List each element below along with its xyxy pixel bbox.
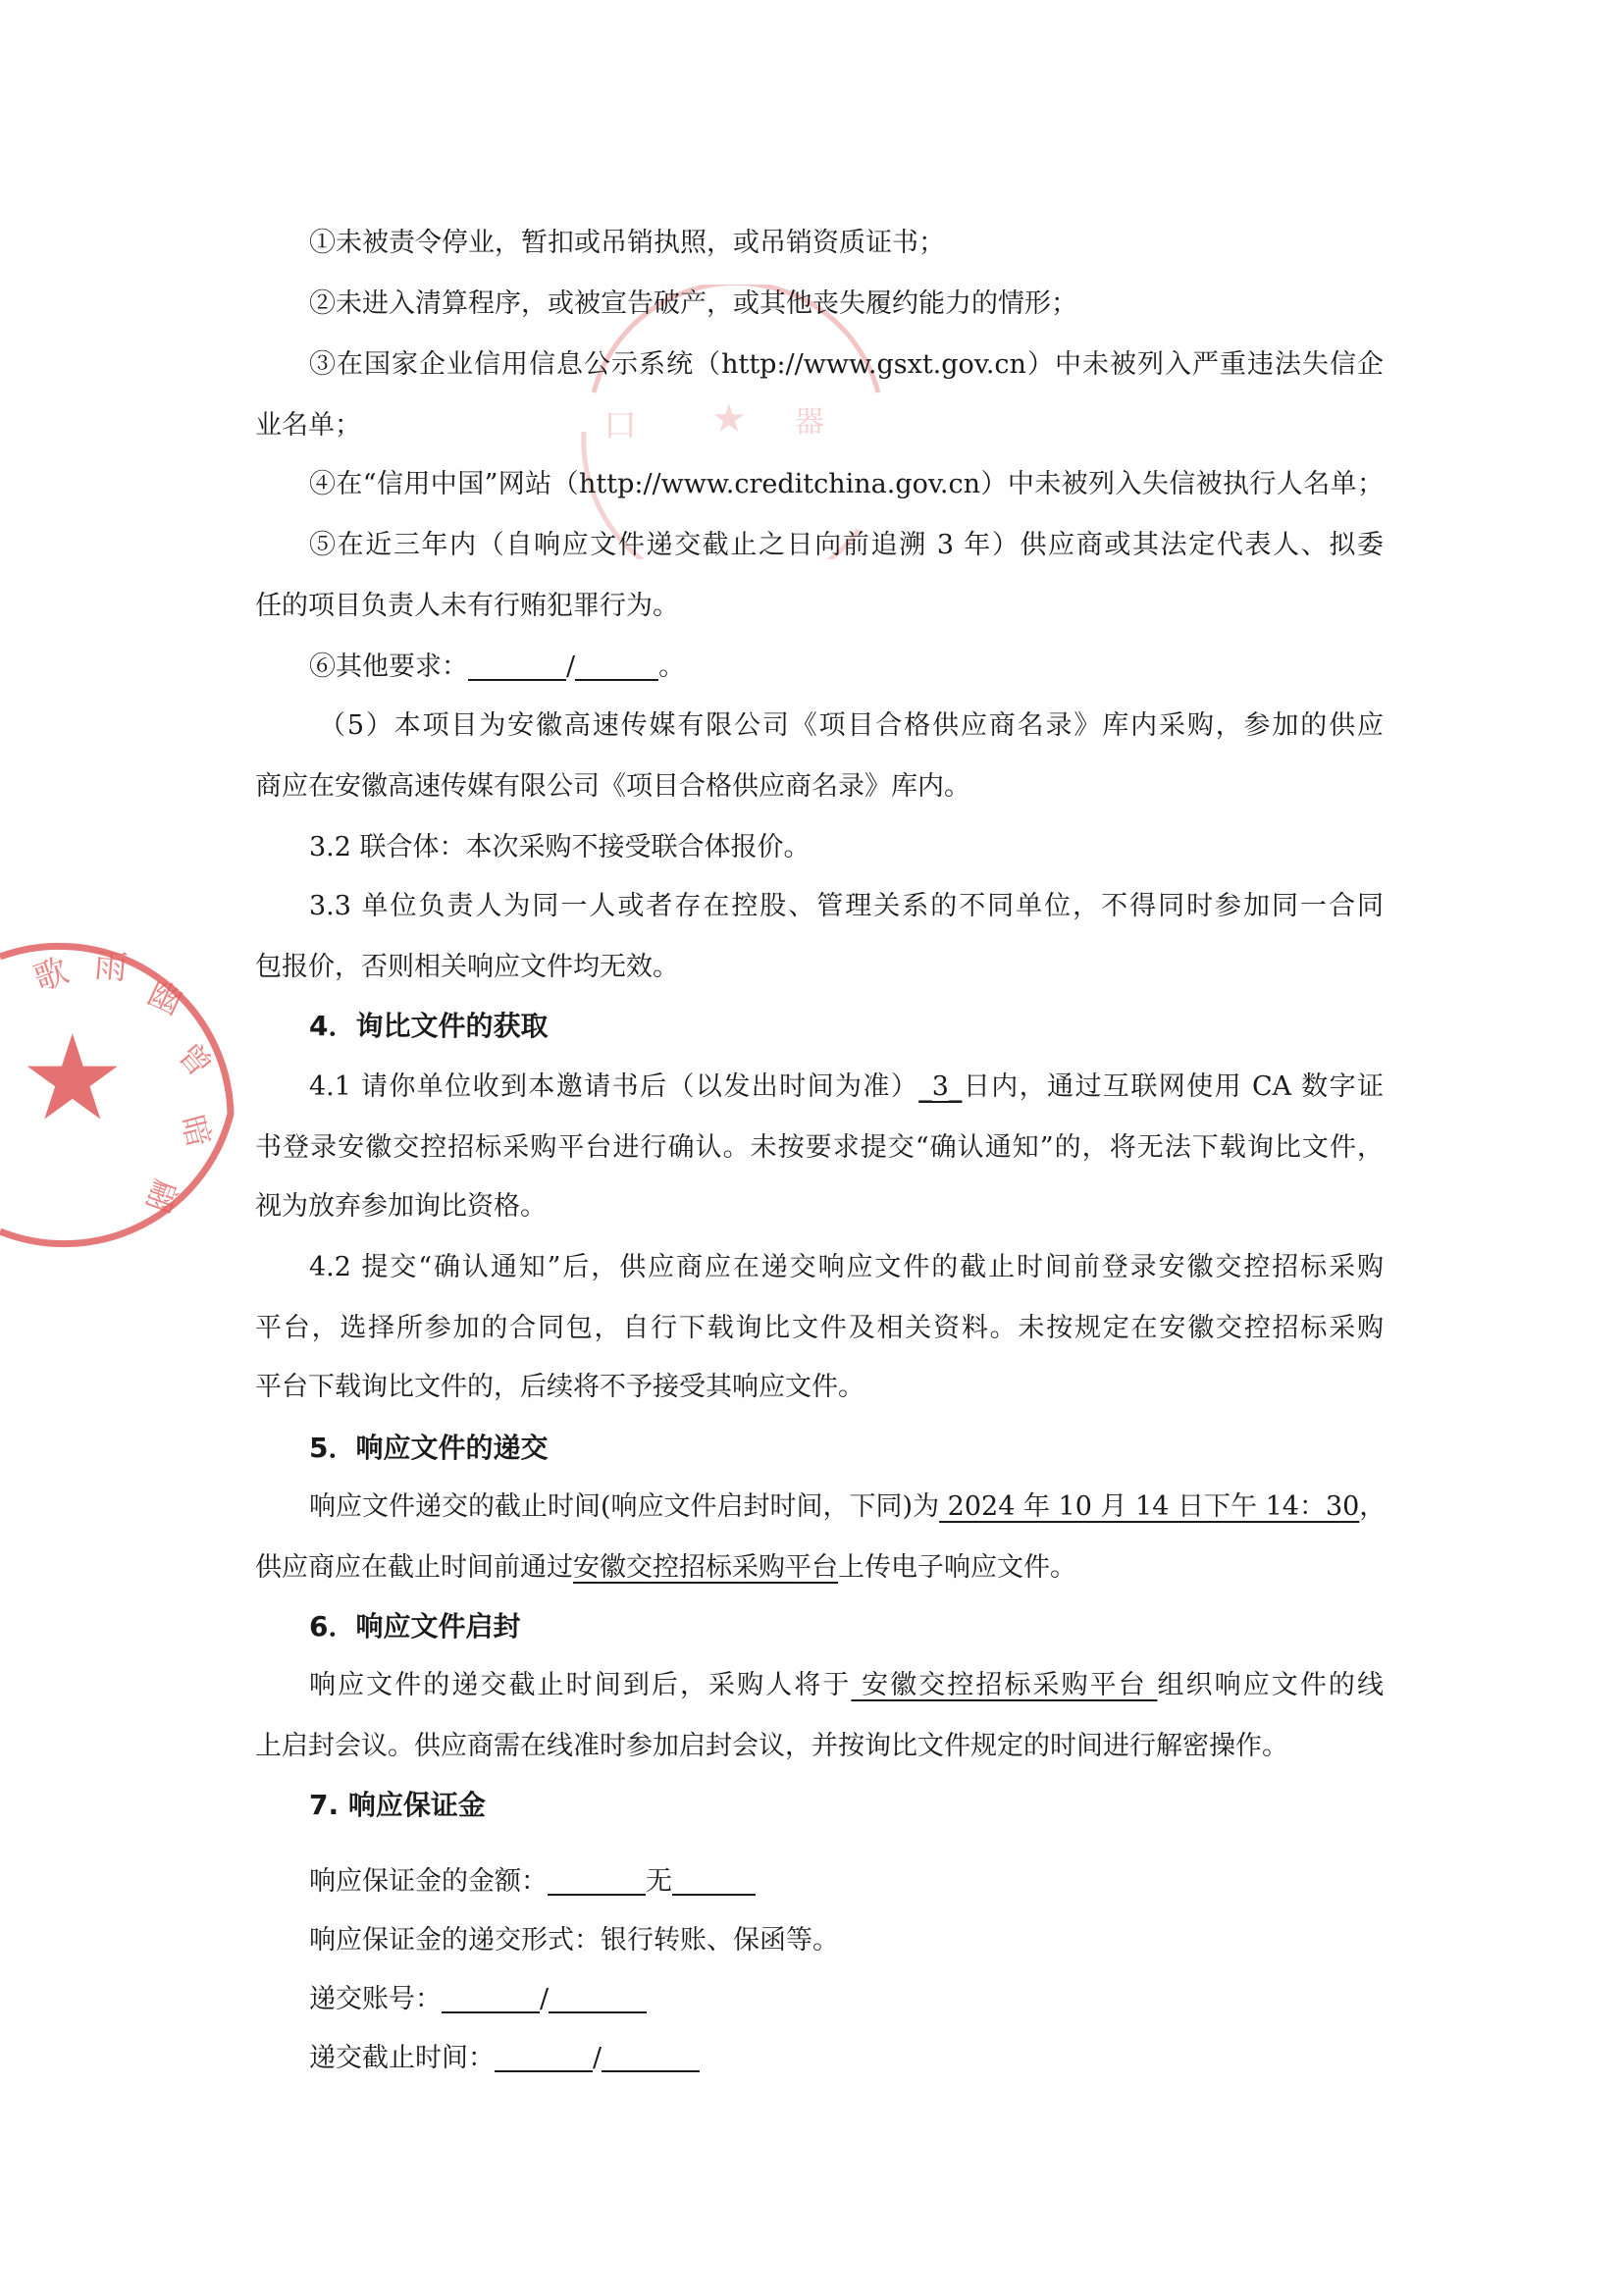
deposit-deadline-value: / [593, 2043, 602, 2073]
condition-6 [309, 648, 1384, 687]
blank [495, 2041, 593, 2072]
condition-1: ①未被责令停业，暂扣或吊销执照，或吊销资质证书； [309, 228, 945, 258]
clause-4-1-suffix: 日内，通过互联网使用 CA 数字证 [962, 1071, 1384, 1102]
section-7-heading: 7. 响应保证金 [309, 1789, 486, 1821]
svg-text:暗: 暗 [174, 1111, 219, 1151]
clause-4-1-line2: 书登录安徽交控招标采购平台进行确认。未按要求提交“确认通知”的，将无法下载询比文件， [255, 1132, 1384, 1163]
section-6-heading: 6．响应文件启封 [309, 1610, 521, 1643]
clause-4-2-line1: 4.2 提交“确认通知”后，供应商应在递交响应文件的截止时间前登录安徽交控招标采购 [309, 1252, 1384, 1282]
blank [549, 1982, 647, 2013]
condition-6-value: / [566, 652, 576, 682]
clause-4-2-line2: 平台，选择所参加的合同包，自行下载询比文件及相关资料。未按规定在安徽交控招标采购 [255, 1313, 1384, 1343]
submit-deadline-value: 2024 年 10 月 14 日下午 14：30 [939, 1491, 1360, 1522]
clause-4-1-prefix: 4.1 请你单位收到本邀请书后（以发出时间为准） [309, 1071, 919, 1102]
deposit-deadline-label: 递交截止时间： [309, 2043, 495, 2073]
svg-text:幽: 幽 [141, 972, 188, 1023]
svg-text:★: ★ [20, 1011, 126, 1147]
opening-platform: 安徽交控招标采购平台 [851, 1670, 1158, 1700]
svg-text:雨: 雨 [92, 946, 130, 988]
deposit-deadline [309, 2039, 1384, 2078]
clause-3-2: 3.2 联合体：本次采购不接受联合体报价。 [309, 832, 811, 862]
blank [442, 1982, 540, 2013]
clause-5-line2: 商应在安徽高速传媒有限公司《项目合格供应商名录》库内。 [255, 771, 970, 802]
clause-4-1-line1 [309, 1068, 1384, 1107]
deposit-account [309, 1980, 1384, 2019]
opening-suffix: 组织响应文件的线 [1157, 1670, 1385, 1700]
condition-4: ④在“信用中国”网站（http://www.creditchina.gov.cn）中未被列入失信被执行人名单； [309, 469, 1384, 499]
svg-text:翩: 翩 [138, 1174, 185, 1218]
confirm-days: _3_ [918, 1071, 963, 1102]
submit-via-label: 供应商应在截止时间前通过 [255, 1552, 573, 1583]
clause-6-line2: 上启封会议。供应商需在线准时参加启封会议，并按询比文件规定的时间进行解密操作。 [255, 1731, 1288, 1761]
clause-4-1-line3: 视为放弃参加询比资格。 [255, 1191, 547, 1222]
condition-6-label: ⑥其他要求： [309, 652, 468, 682]
blank [672, 1864, 756, 1896]
svg-text:歌: 歌 [28, 951, 75, 1000]
section-4-heading: 4．询比文件的获取 [309, 1010, 549, 1042]
condition-5-line1: ⑤在近三年内（自响应文件递交截止之日向前追溯 3 年）供应商或其法定代表人、拟委 [309, 530, 1384, 560]
punctuation: ， [1359, 1491, 1387, 1522]
deposit-amount-value: 无 [646, 1866, 672, 1897]
clause-3-3-line1: 3.3 单位负责人为同一人或者存在控股、管理关系的不同单位，不得同时参加同一合同 [309, 891, 1384, 921]
deposit-account-value: / [540, 1984, 550, 2014]
submit-via-suffix: 上传电子响应文件。 [838, 1552, 1076, 1583]
condition-2: ②未进入清算程序，或被宣告破产，或其他丧失履约能力的情形； [309, 288, 1077, 319]
clause-6-line1 [309, 1666, 1384, 1705]
condition-3-line1: ③在国家企业信用信息公示系统（http://www.gsxt.gov.cn）中未被列入严重违法失信企 [309, 349, 1384, 380]
deposit-form: 响应保证金的递交形式：银行转账、保函等。 [309, 1925, 839, 1956]
condition-5-line2: 任的项目负责人未有行贿犯罪行为。 [255, 591, 679, 621]
section-5-heading: 5．响应文件的递交 [309, 1432, 549, 1464]
clause-3-3-line2: 包报价，否则相关响应文件均无效。 [255, 952, 679, 982]
deposit-amount [309, 1862, 1384, 1902]
clause-5-submit-line2 [255, 1548, 1384, 1588]
blank [602, 2041, 700, 2072]
svg-text:★: ★ [711, 396, 747, 442]
blank [468, 650, 566, 681]
clause-5-submit-line1 [309, 1487, 1387, 1527]
blank [575, 650, 658, 681]
clause-4-2-line3: 平台下载询比文件的，后续将不予接受其响应文件。 [255, 1372, 864, 1402]
svg-text:器: 器 [795, 405, 824, 440]
svg-text:曾: 曾 [170, 1035, 220, 1084]
blank [548, 1864, 646, 1896]
condition-3-line2: 业名单； [255, 410, 361, 441]
condition-6-suffix: 。 [658, 652, 686, 682]
clause-5-line1: （5）本项目为安徽高速传媒有限公司《项目合格供应商名录》库内采购，参加的供应 [319, 710, 1384, 741]
deposit-amount-label: 响应保证金的金额： [309, 1866, 548, 1897]
deposit-account-label: 递交账号： [309, 1984, 442, 2014]
platform-name: 安徽交控招标采购平台 [573, 1552, 838, 1583]
submit-deadline-label: 响应文件递交的截止时间(响应文件启封时间，下同)为 [309, 1491, 940, 1522]
opening-label: 响应文件的递交截止时间到后，采购人将于 [309, 1670, 852, 1700]
svg-text:口: 口 [603, 406, 637, 445]
official-seal-left [0, 917, 255, 1251]
